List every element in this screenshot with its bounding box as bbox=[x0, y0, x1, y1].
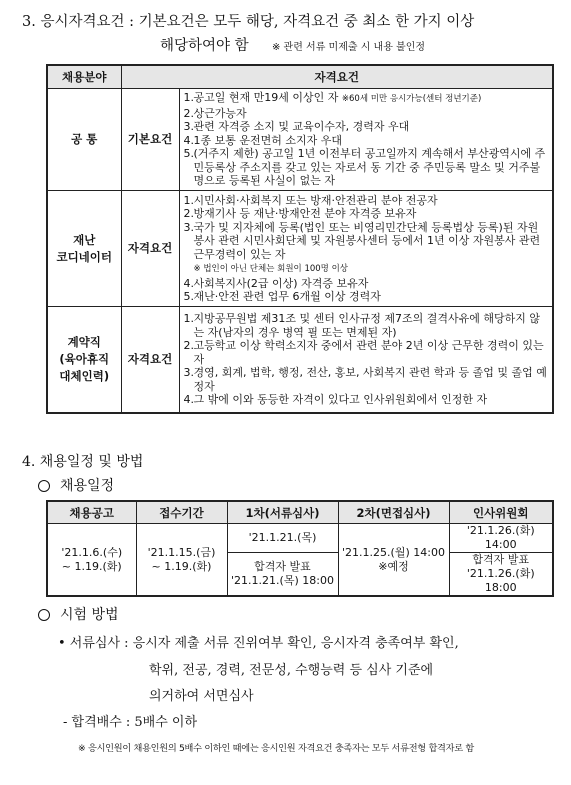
exam-line1: • 서류심사 : 응시자 제출 서류 진위여부 확인, 응시자격 충족여부 확인, bbox=[58, 636, 459, 651]
header-second: 2차(면접심사) bbox=[338, 501, 449, 524]
exam-line3: 의거하여 서면심사 bbox=[149, 689, 254, 704]
list-item: 2. 상근가능자 bbox=[183, 106, 247, 120]
schedule-title: 채용일정 bbox=[38, 475, 114, 495]
list-item: 1. 지방공무원법 제31조 및 센터 인사규정 제7조의 결격사유에 해당하지 않는 자(남자의 경우 병역 필 또는 면제된 자) bbox=[183, 312, 540, 339]
common-items bbox=[179, 89, 553, 191]
header-receipt: 접수기간 bbox=[136, 501, 227, 524]
contract-items bbox=[179, 307, 553, 413]
list-item: 4. 1종 보통 운전면허 소지자 우대 bbox=[183, 133, 342, 147]
receipt-period: '21.1.15.(금) ~ 1.19.(화) bbox=[136, 524, 227, 597]
section3-heading-note: ※ 관련 서류 미제출 시 내용 불인정 bbox=[272, 42, 426, 53]
list-item: 5. 재난·안전 관련 업무 6개월 이상 경력자 bbox=[183, 290, 381, 303]
committee-date: '21.1.26.(화) 14:00 bbox=[449, 524, 553, 553]
header-announce: 채용공고 bbox=[47, 501, 136, 524]
list-item: 3. 국가 및 지자체에 등록(법인 또는 비영리민간단체 등록법상 등록)된 자원봉사 관련 시민사회단체 및 자원봉사센터 등에서 1년 이상 자원봉사 관련 근무경력이 있는 자 ※ 법인이 아닌 단체는 회원이 100명 이상 bbox=[183, 220, 541, 274]
list-item: 5. (거주지 제한) 공고일 1년 이전부터 공고일까지 계속해서 부산광역시에 주민등록상 주소지를 갖고 있는 자로서 동 기간 중 주민등록 말소 및 거주불명으로 등록된 사실이 없는 자 bbox=[183, 147, 546, 188]
section3-heading-line2: 해당하여야 함 bbox=[160, 38, 249, 54]
list-item: 3. 경영, 회계, 법학, 행정, 전산, 홍보, 사회복지 관련 학과 등 졸업 및 졸업 예정자 bbox=[183, 366, 547, 393]
list-item: 4. 사회복지사(2급 이상) 자격증 보유자 bbox=[183, 276, 369, 290]
header-committee: 인사위원회 bbox=[449, 501, 553, 524]
exam-line2: 학위, 전공, 경력, 전문성, 수행능력 등 심사 기준에 bbox=[149, 663, 434, 678]
circle-bullet-icon bbox=[38, 609, 50, 621]
header-requirements: 자격요건 bbox=[121, 65, 553, 89]
coordinator-items bbox=[179, 191, 553, 307]
announce-period: '21.1.6.(수) ~ 1.19.(화) bbox=[47, 524, 136, 597]
field-common: 공 통 bbox=[47, 89, 121, 191]
field-disaster-coordinator: 재난 코디네이터 bbox=[47, 191, 121, 307]
list-item: 1. 공고일 현재 만19세 이상인 자 ※60세 미만 응시가능(센터 정년기준) bbox=[183, 91, 482, 105]
exam-multiple: - 합격배수 : 5배수 이하 bbox=[63, 715, 198, 730]
second-date: '21.1.25.(월) 14:00 ※예정 bbox=[338, 524, 449, 597]
field-contract-worker: 계약직 (육아휴직 대체인력) bbox=[47, 307, 121, 413]
section4-heading: 4. 채용일정 및 방법 bbox=[22, 454, 144, 470]
list-item: 2. 방재기사 등 재난·방재안전 분야 자격증 보유자 bbox=[183, 207, 417, 220]
type-qualification: 자격요건 bbox=[121, 191, 179, 307]
header-first: 1차(서류심사) bbox=[227, 501, 338, 524]
section3-heading-line1: 3. 응시자격요건 : 기본요건은 모두 해당, 자격요건 중 최소 한 가지 이상 bbox=[22, 14, 475, 30]
type-basic: 기본요건 bbox=[121, 89, 179, 191]
list-item: 2. 고등학교 이상 학력소지자 중에서 관련 분야 2년 이상 근무한 경력이 있는 자 bbox=[183, 339, 544, 366]
exam-title: 시험 방법 bbox=[38, 604, 119, 624]
circle-bullet-icon bbox=[38, 480, 50, 492]
list-item: 3. 관련 자격증 소지 및 교육이수자, 경력자 우대 bbox=[183, 120, 410, 134]
committee-result: 합격자 발표 '21.1.26.(화) 18:00 bbox=[449, 553, 553, 597]
header-field: 채용분야 bbox=[47, 65, 121, 89]
list-item: 4. 그 밖에 이와 동등한 자격이 있다고 인사위원회에서 인정한 자 bbox=[183, 393, 488, 406]
exam-footnote: ※ 응시인원이 채용인원의 5배수 이하인 때에는 응시인원 자격요건 충족자는 모두 서류전형 합격자로 함 bbox=[78, 743, 474, 754]
type-qualification-2: 자격요건 bbox=[121, 307, 179, 413]
first-date: '21.1.21.(목) bbox=[227, 524, 338, 553]
list-item: 1. 시민사회·사회복지 또는 방재·안전관리 분야 전공자 bbox=[183, 193, 438, 207]
requirements-table bbox=[46, 64, 554, 414]
first-result: 합격자 발표 '21.1.21.(목) 18:00 bbox=[227, 553, 338, 597]
schedule-table bbox=[46, 500, 554, 597]
